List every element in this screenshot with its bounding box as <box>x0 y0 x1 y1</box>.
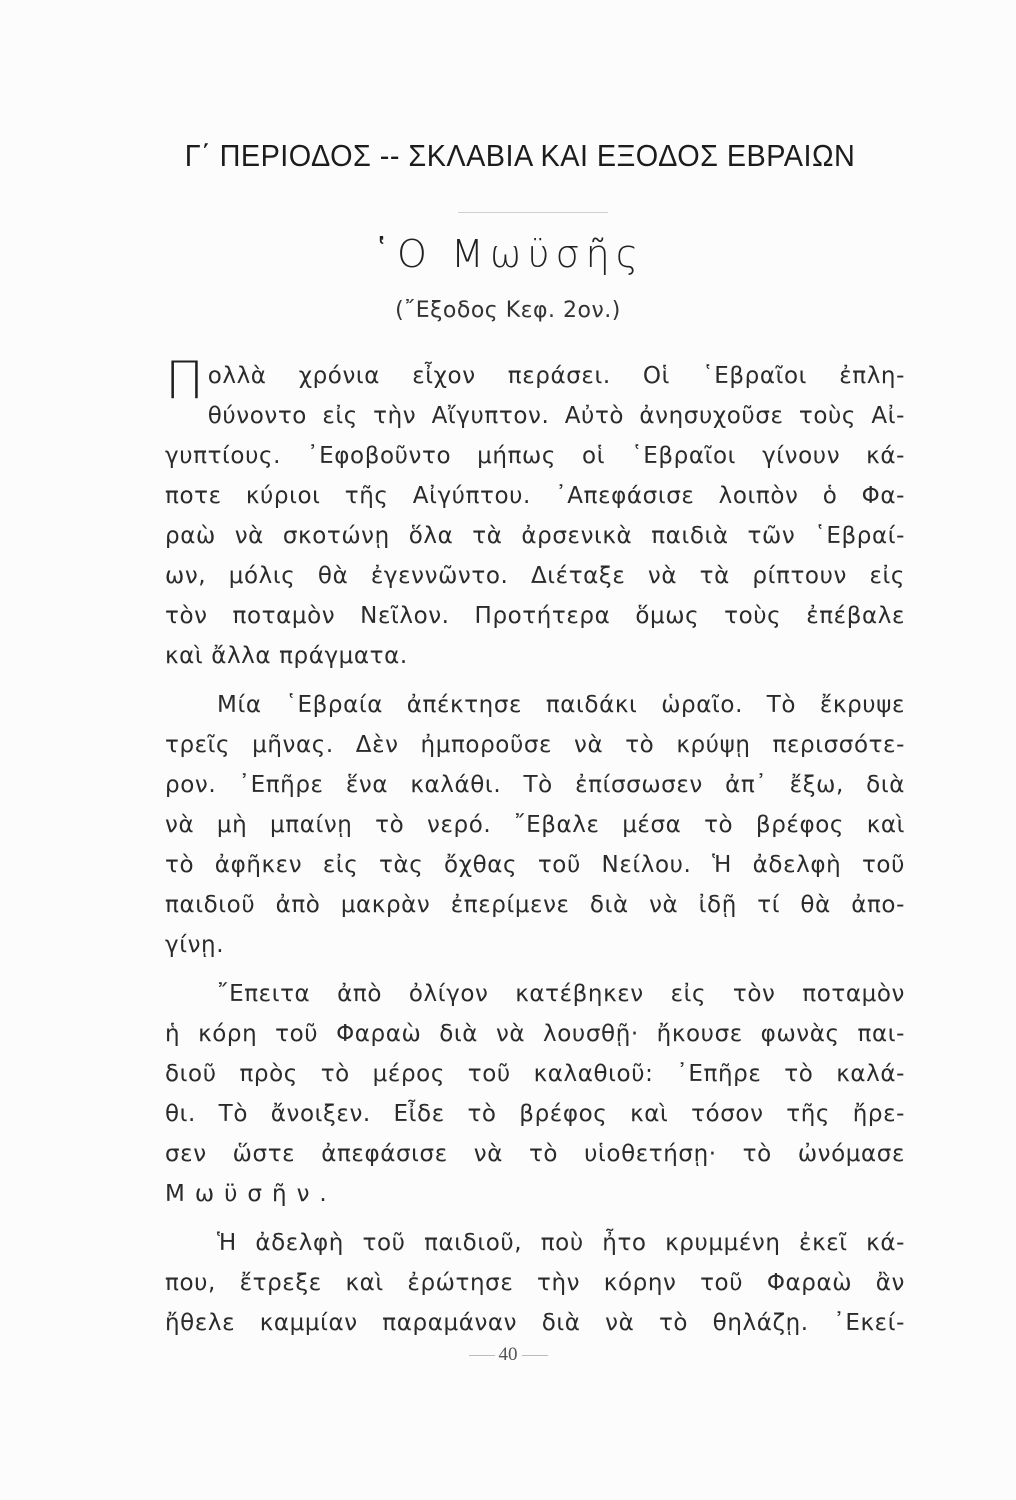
text-line: γίνῃ. <box>165 932 225 958</box>
page-number-text: 40 <box>498 1344 518 1365</box>
text-line: ων, μόλις θὰ ἐγεννῶντο. Διέταξε νὰ τὰ ρίπτουν εἰς <box>165 563 905 589</box>
text-line: τὸ ἀφῆκεν εἰς τὰς ὄχθας τοῦ Νείλου. Ἡ ἀδελφὴ τοῦ <box>165 852 905 878</box>
text-line: σεν ὥστε ἀπεφάσισε νὰ τὸ υἱοθετήσῃ· τὸ ὠνόμασε <box>165 1141 905 1167</box>
section-header: Γ΄ ΠΕΡΙΟΔΟΣ -- ΣΚΛΑΒΙΑ ΚΑΙ ΕΞΟΔΟΣ ΕΒΡΑΙΩΝ <box>184 138 856 173</box>
text-line: τὸν ποταμὸν Νεῖλον. Προτήτερα ὅμως τοὺς ἐπέβαλε <box>165 603 905 629</box>
text-line: ολλὰ χρόνια εἶχον περάσει. Οἱ ῾Εβραῖοι ἐπλη- <box>207 363 905 389</box>
page-number-left-rule <box>469 1355 495 1356</box>
text-line: νὰ μὴ μπαίνῃ τὸ νερό. ῎Εβαλε μέσα τὸ βρέφος καὶ <box>165 812 905 838</box>
text-line: Μία ῾Εβραία ἀπέκτησε παιδάκι ὡραῖο. Τὸ ἔκρυψε <box>217 692 905 718</box>
drop-cap: Π <box>165 351 205 411</box>
text-line: γυπτίους. ᾿Εφοβοῦντο μήπως οἱ ῾Εβραῖοι γίνουν κά- <box>165 443 905 469</box>
paragraph-4 <box>165 1223 905 1343</box>
text-line: Μωϋσῆν. <box>165 1181 337 1207</box>
paragraph-2 <box>165 685 905 965</box>
page-number <box>0 1344 1016 1366</box>
text-line: ἤθελε καμμίαν παραμάναν διὰ νὰ τὸ θηλάζῃ. ᾿Εκεί- <box>165 1310 905 1336</box>
text-line: διοῦ πρὸς τὸ μέρος τοῦ καλαθιοῦ: ᾿Επῆρε τὸ καλά- <box>165 1061 905 1087</box>
text-line: ἡ κόρη τοῦ Φαραὼ διὰ νὰ λουσθῇ· ἤκουσε φωνὰς παι- <box>165 1021 905 1047</box>
paragraph-1 <box>165 351 905 676</box>
text-line: ραὼ νὰ σκοτώνῃ ὅλα τὰ ἀρσενικὰ παιδιὰ τῶν ῾Εβραί- <box>165 523 905 549</box>
body-text <box>165 351 905 1343</box>
text-line: θι. Τὸ ἄνοιξεν. Εἶδε τὸ βρέφος καὶ τόσον τῆς ἤρε- <box>165 1101 905 1127</box>
text-line: ποτε κύριοι τῆς Αἰγύπτου. ᾿Απεφάσισε λοιπὸν ὁ Φα- <box>165 483 905 509</box>
text-line: που, ἔτρεξε καὶ ἐρώτησε τὴν κόρην τοῦ Φαραὼ ἂν <box>165 1270 905 1296</box>
header-divider <box>458 212 608 213</box>
paragraph-3 <box>165 974 905 1214</box>
text-line: καὶ ἄλλα πράγματα. <box>165 643 408 669</box>
chapter-title: ῾Ο Μωϋσῆς <box>371 232 645 276</box>
page-number-right-rule <box>522 1355 548 1356</box>
text-line: θύνοντο εἰς τὴν Αἴγυπτον. Αὐτὸ ἀνησυχοῦσε τοὺς Αἰ- <box>207 403 905 429</box>
text-line: ῎Επειτα ἀπὸ ὀλίγον κατέβηκεν εἰς τὸν ποταμὸν <box>217 981 905 1007</box>
text-line: ρον. ᾿Επῆρε ἕνα καλάθι. Τὸ ἐπίσσωσεν ἀπ᾿ ἔξω, διὰ <box>165 772 905 798</box>
chapter-subtitle: (῎Εξοδος Κεφ. 2ον.) <box>395 298 621 323</box>
text-line: τρεῖς μῆνας. Δὲν ἠμποροῦσε νὰ τὸ κρύψῃ περισσότε- <box>165 732 905 758</box>
text-line: Ἡ ἀδελφὴ τοῦ παιδιοῦ, ποὺ ἦτο κρυμμένη ἐκεῖ κά- <box>217 1230 905 1256</box>
text-line: παιδιοῦ ἀπὸ μακρὰν ἐπερίμενε διὰ νὰ ἰδῇ τί θὰ ἀπο- <box>165 892 905 918</box>
